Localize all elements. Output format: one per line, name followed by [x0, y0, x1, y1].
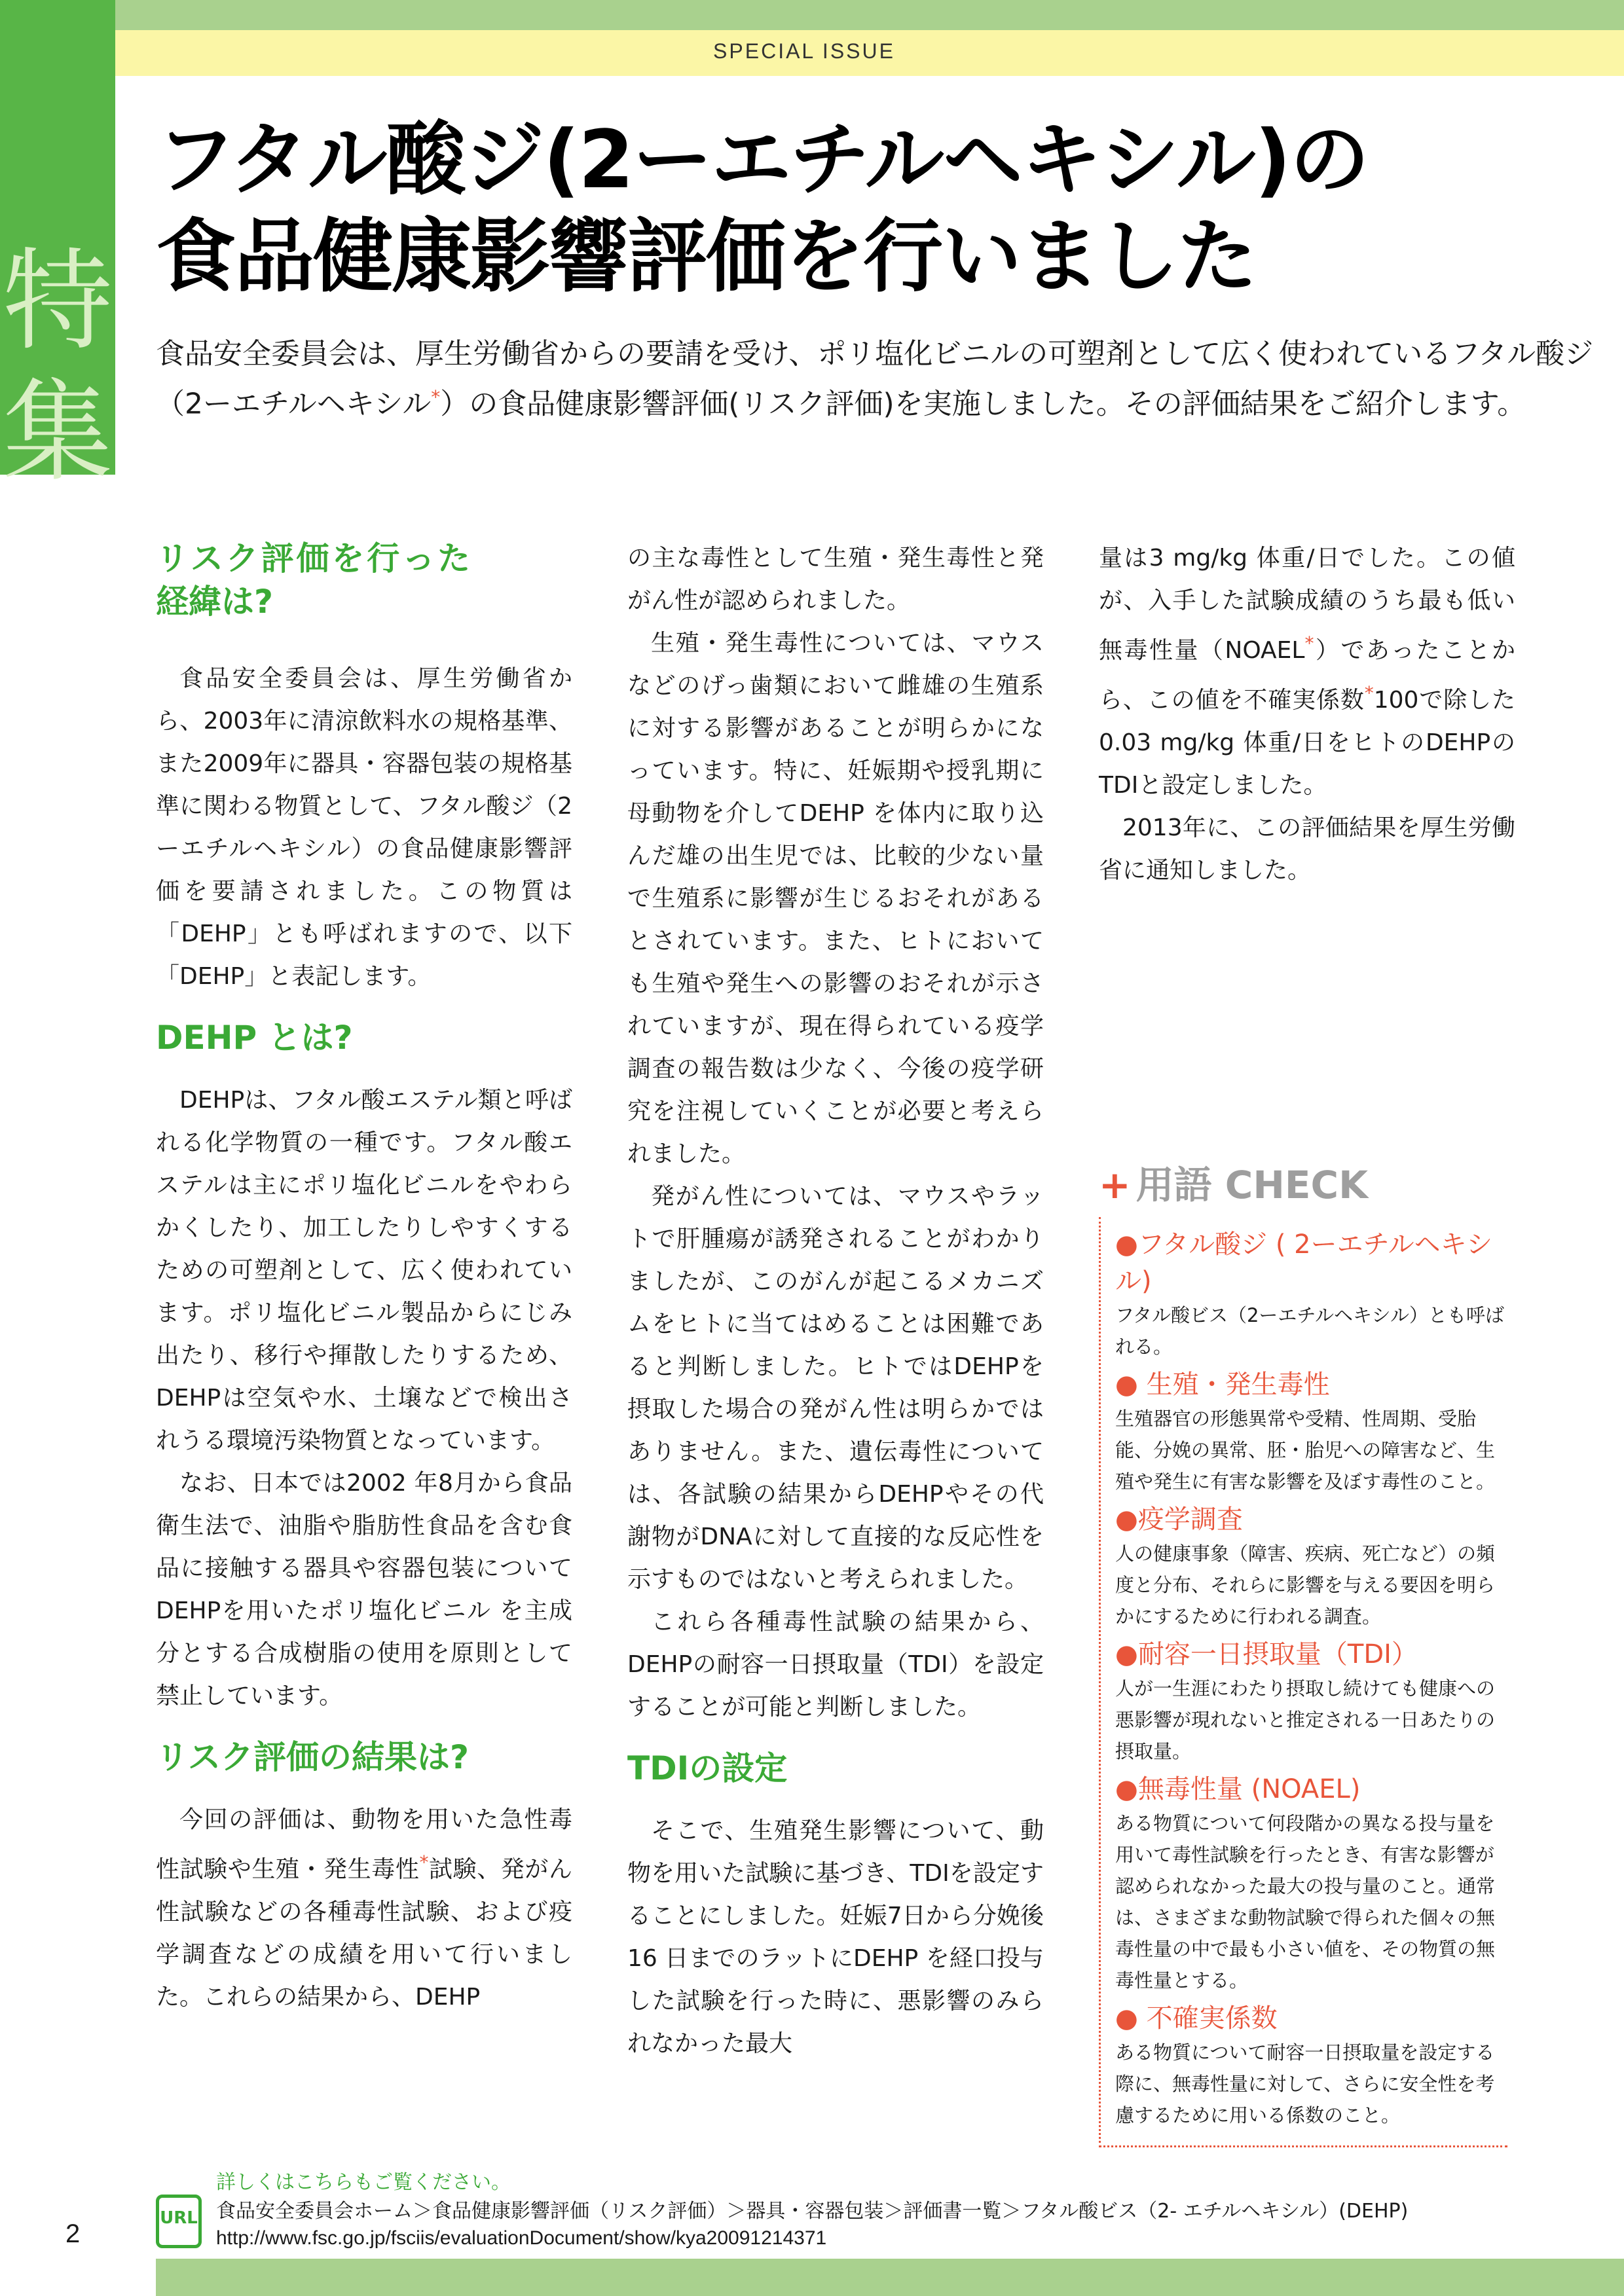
heading-tdi-setting: TDIの設定: [627, 1749, 788, 1787]
glossary-term: ●疫学調査: [1115, 1504, 1243, 1535]
paragraph: 発がん性については、マウスやラットで肝腫瘍が誘発されることがわかりましたが、このがんが起こるメカニズムをヒトに当てはめることは困難であると判断しました。ヒトではDEHPを摂取した場合の発がん性は明らかではありません。また、遺伝毒性については、各試験の結果からDEHPやその代謝物がDNAに対して直接的な反応性を示すものではないと考えられました。: [627, 1183, 1044, 1593]
heading-what-is-dehp: DEHP とは?: [156, 1019, 353, 1057]
footer-lead: 詳しくはこちらもご覧ください。: [216, 2171, 511, 2194]
bottom-green-bar: [156, 2259, 1624, 2296]
footer-url-link[interactable]: http://www.fsc.go.jp/fsciis/evaluationDocument/show/kya20091214371: [216, 2227, 827, 2249]
side-band: [0, 0, 115, 496]
paragraph: そこで、生殖発生影響について、動物を用いた試験に基づき、TDIを設定することにしました。妊娠7日から分娩後16 日までのラットにDEHP を経口投与した試験を行った時に、悪影響のみられなかった最大: [627, 1817, 1044, 2057]
asterisk-mark: *: [1364, 682, 1374, 704]
title-line-1: フタル酸ジ(2ーエチルヘキシル)の: [156, 113, 1369, 206]
glossary-list: [1099, 1217, 1507, 2147]
heading-risk-results: リスク評価の結果は?: [156, 1738, 470, 1776]
paragraph: これら各種毒性試験の結果から、DEHPの耐容一日摂取量（TDI）を設定することが可能と判断しました。: [627, 1609, 1044, 1721]
lead-paragraph: [156, 333, 1596, 426]
glossary-desc: ある物質について何段階かの異なる投与量を用いて毒性試験を行ったとき、有害な影響が認められなかった最大の投与量のこと。通常は、さまざまな動物試験で得られた個々の無毒性量の中で最も小さい値を、その物質の無毒性量とする。: [1115, 1812, 1496, 1992]
url-icon: URL: [156, 2195, 202, 2248]
heading-risk-background: リスク評価を行った経緯は?: [156, 539, 470, 621]
asterisk-mark: *: [419, 1851, 429, 1873]
glossary-term: ●フタル酸ジ ( 2ーエチルヘキシル): [1115, 1230, 1493, 1296]
column-3: [1099, 537, 1515, 892]
glossary-term: ● 生殖・発生毒性: [1115, 1370, 1330, 1400]
glossary-heading: [1099, 1162, 1507, 1208]
paragraph: 生殖・発生毒性については、マウスなどのげっ歯類において雌雄の生殖系に対する影響があることが明らかになっています。特に、妊娠期や授乳期に母動物を介してDEHP を体内に取り込んだ雄の出生児では、比較的少ない量で生殖系に影響が生じるおそれがあるとされています。また、ヒトにおいても生殖や発生への影響のおそれが示されていますが、現在得られている疫学調査の報告数は少なく、今後の疫学研究を注視していくことが必要と考えられました。: [627, 630, 1044, 1167]
page-number: 2: [65, 2219, 81, 2248]
glossary-box: [1099, 1162, 1507, 2147]
paragraph: なお、日本では2002 年8月から食品衛生法で、油脂や脂肪性食品を含む食品に接触する器具や容器包装についてDEHPを用いたポリ塩化ビニル を主成分とする合成樹脂の使用を原則として禁止しています。: [156, 1470, 572, 1709]
paragraph: [156, 1798, 572, 2018]
glossary-desc: フタル酸ビス（2ーエチルヘキシル）とも呼ばれる。: [1115, 1304, 1504, 1358]
text-span: 量は3 mg/kg 体重/日でした。この値が、入手した試験成績のうち最も低い無毒性量（NOAEL: [1099, 545, 1515, 664]
title-line-2: 食品健康影響評価を行いました: [156, 210, 1256, 303]
text-span: 100で除した0.03 mg/kg 体重/日をヒトのDEHPのTDIと設定しました。: [1099, 687, 1515, 799]
plus-icon: +: [1099, 1163, 1131, 1207]
lead-part-1: 食品安全委員会は、厚生労働省からの要請を受け、ポリ塩化ビニルの可塑剤として広く使われているフタル酸ジ（2ーエチルヘキシル: [156, 337, 1594, 421]
footer-breadcrumb: 食品安全委員会ホーム＞食品健康影響評価（リスク評価）＞器具・容器包装＞評価書一覧＞フタル酸ビス（2- エチルヘキシル）(DEHP): [216, 2200, 1409, 2223]
paragraph: 2013年に、この評価結果を厚生労働省に通知しました。: [1099, 814, 1515, 884]
glossary-term: ●無毒性量 (NOAEL): [1115, 1774, 1361, 1804]
section-label: SPECIAL ISSUE: [713, 39, 895, 63]
asterisk-mark: *: [431, 386, 441, 408]
text-span: ）であったことから、この値を不確実係数: [1099, 637, 1515, 714]
asterisk-mark: *: [1304, 632, 1314, 654]
lead-part-2: ）の食品健康影響評価(リスク評価)を実施しました。その評価結果をご紹介します。: [440, 387, 1526, 421]
text-span: 今回の評価は、動物を用いた急性毒性試験や生殖・発生毒性: [156, 1806, 572, 1883]
paragraph: DEHPは、フタル酸エステル類と呼ばれる化学物質の一種です。フタル酸エステルは主にポリ塩化ビニルをやわらかくしたり、加工したりしやすくするための可塑剤として、広く使われています。ポリ塩化ビニル製品からにじみ出たり、移行や揮散したりするため、DEHPは空気や水、土壌などで検出されうる環境汚染物質となっています。: [156, 1087, 572, 1454]
glossary-term: ● 不確実係数: [1115, 2003, 1278, 2033]
column-1: [156, 537, 572, 2018]
glossary-desc: 生殖器官の形態異常や受精、性周期、受胎能、分娩の異常、胚・胎児への障害など、生殖や発生に有害な影響を及ぼす毒性のこと。: [1115, 1408, 1496, 1493]
paragraph: の主な毒性として生殖・発生毒性と発がん性が認められました。: [627, 545, 1044, 614]
glossary-heading-text: 用語 CHECK: [1135, 1163, 1369, 1207]
glossary-desc: 人が一生涯にわたり摂取し続けても健康への悪影響が現れないと推定される一日あたりの摂取量。: [1115, 1677, 1496, 1762]
glossary-term: ●耐容一日摂取量（TDI）: [1115, 1639, 1418, 1669]
side-kanji: 特集: [3, 237, 113, 496]
paragraph: 食品安全委員会は、厚生労働省から、2003年に清涼飲料水の規格基準、また2009年に器具・容器包装の規格基準に関わる物質として、フタル酸ジ（2ーエチルヘキシル）の食品健康影響評価を要請されました。この物質は「DEHP」とも呼ばれますので、以下「DEHP」と表記します。: [156, 665, 572, 990]
column-2: [627, 537, 1044, 2065]
glossary-desc: 人の健康事象（障害、疾病、死亡など）の頻度と分布、それらに影響を与える要因を明らかにするために行われる調査。: [1115, 1542, 1496, 1628]
text-span: 試験、発がん性試験などの各種毒性試験、および疫学調査などの成績を用いて行いました。これらの結果から、DEHP: [156, 1856, 572, 2011]
glossary-desc: ある物質について耐容一日摂取量を設定する際に、無毒性量に対して、さらに安全性を考慮するために用いる係数のこと。: [1115, 2041, 1495, 2126]
page-title: [156, 111, 1610, 305]
top-green-bar: [115, 0, 1624, 30]
paragraph: [1099, 537, 1515, 807]
